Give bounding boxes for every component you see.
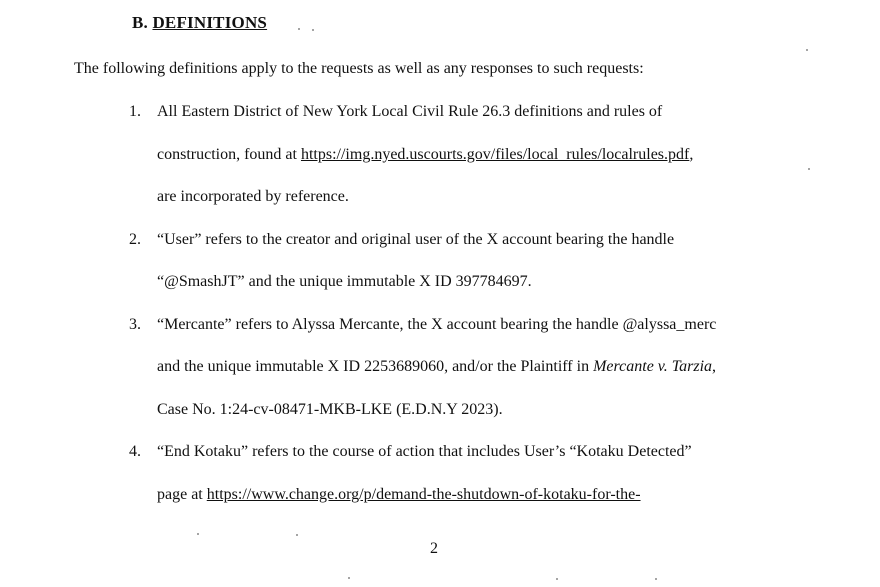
scan-speck [806, 49, 808, 51]
scan-speck [312, 29, 314, 31]
item-number: 4. [129, 443, 141, 460]
scan-speck [655, 578, 657, 580]
case-name: Mercante v. Tarzia [593, 358, 713, 375]
item-line [157, 358, 716, 376]
item-number: 2. [129, 231, 141, 248]
item-line: “User” refers to the creator and original user of the X account bearing the handle [157, 231, 675, 248]
scan-speck [556, 578, 558, 580]
scan-speck [348, 577, 350, 579]
item-text: , [689, 146, 694, 163]
item-line: “@SmashJT” and the unique immutable X ID 397784697. [157, 273, 532, 290]
item-number: 3. [129, 316, 141, 333]
section-letter: B. [132, 13, 148, 32]
item-line: All Eastern District of New York Local Civil Rule 26.3 definitions and rules of [157, 103, 663, 120]
item-line: Case No. 1:24-cv-08471-MKB-LKE (E.D.N.Y 2023). [157, 401, 503, 418]
intro-paragraph: The following definitions apply to the requests as well as any responses to such requests: [74, 60, 644, 77]
item-line [157, 146, 693, 164]
item-line [157, 486, 641, 504]
page-number: 2 [430, 540, 438, 557]
item-line: are incorporated by reference. [157, 188, 349, 205]
item-text: page at [157, 486, 207, 503]
section-heading [132, 13, 267, 33]
scan-speck [298, 28, 300, 30]
change-org-link[interactable]: https://www.change.org/p/demand-the-shutdown-of-kotaku-for-the- [206, 486, 641, 503]
item-text: , [712, 358, 717, 375]
item-line: “End Kotaku” refers to the course of action that includes User’s “Kotaku Detected” [157, 443, 692, 460]
item-text: construction, found at [157, 146, 301, 163]
scan-speck [808, 168, 810, 170]
item-line: “Mercante” refers to Alyssa Mercante, the X account bearing the handle @alyssa_merc [157, 316, 717, 333]
local-rules-link[interactable]: https://img.nyed.uscourts.gov/files/local_rules/localrules.pdf [300, 146, 690, 163]
item-text: and the unique immutable X ID 2253689060, and/or the Plaintiff in [157, 358, 594, 375]
section-title: DEFINITIONS [152, 13, 268, 32]
item-number: 1. [129, 103, 141, 120]
scan-speck [296, 534, 298, 536]
scan-speck [197, 533, 199, 535]
